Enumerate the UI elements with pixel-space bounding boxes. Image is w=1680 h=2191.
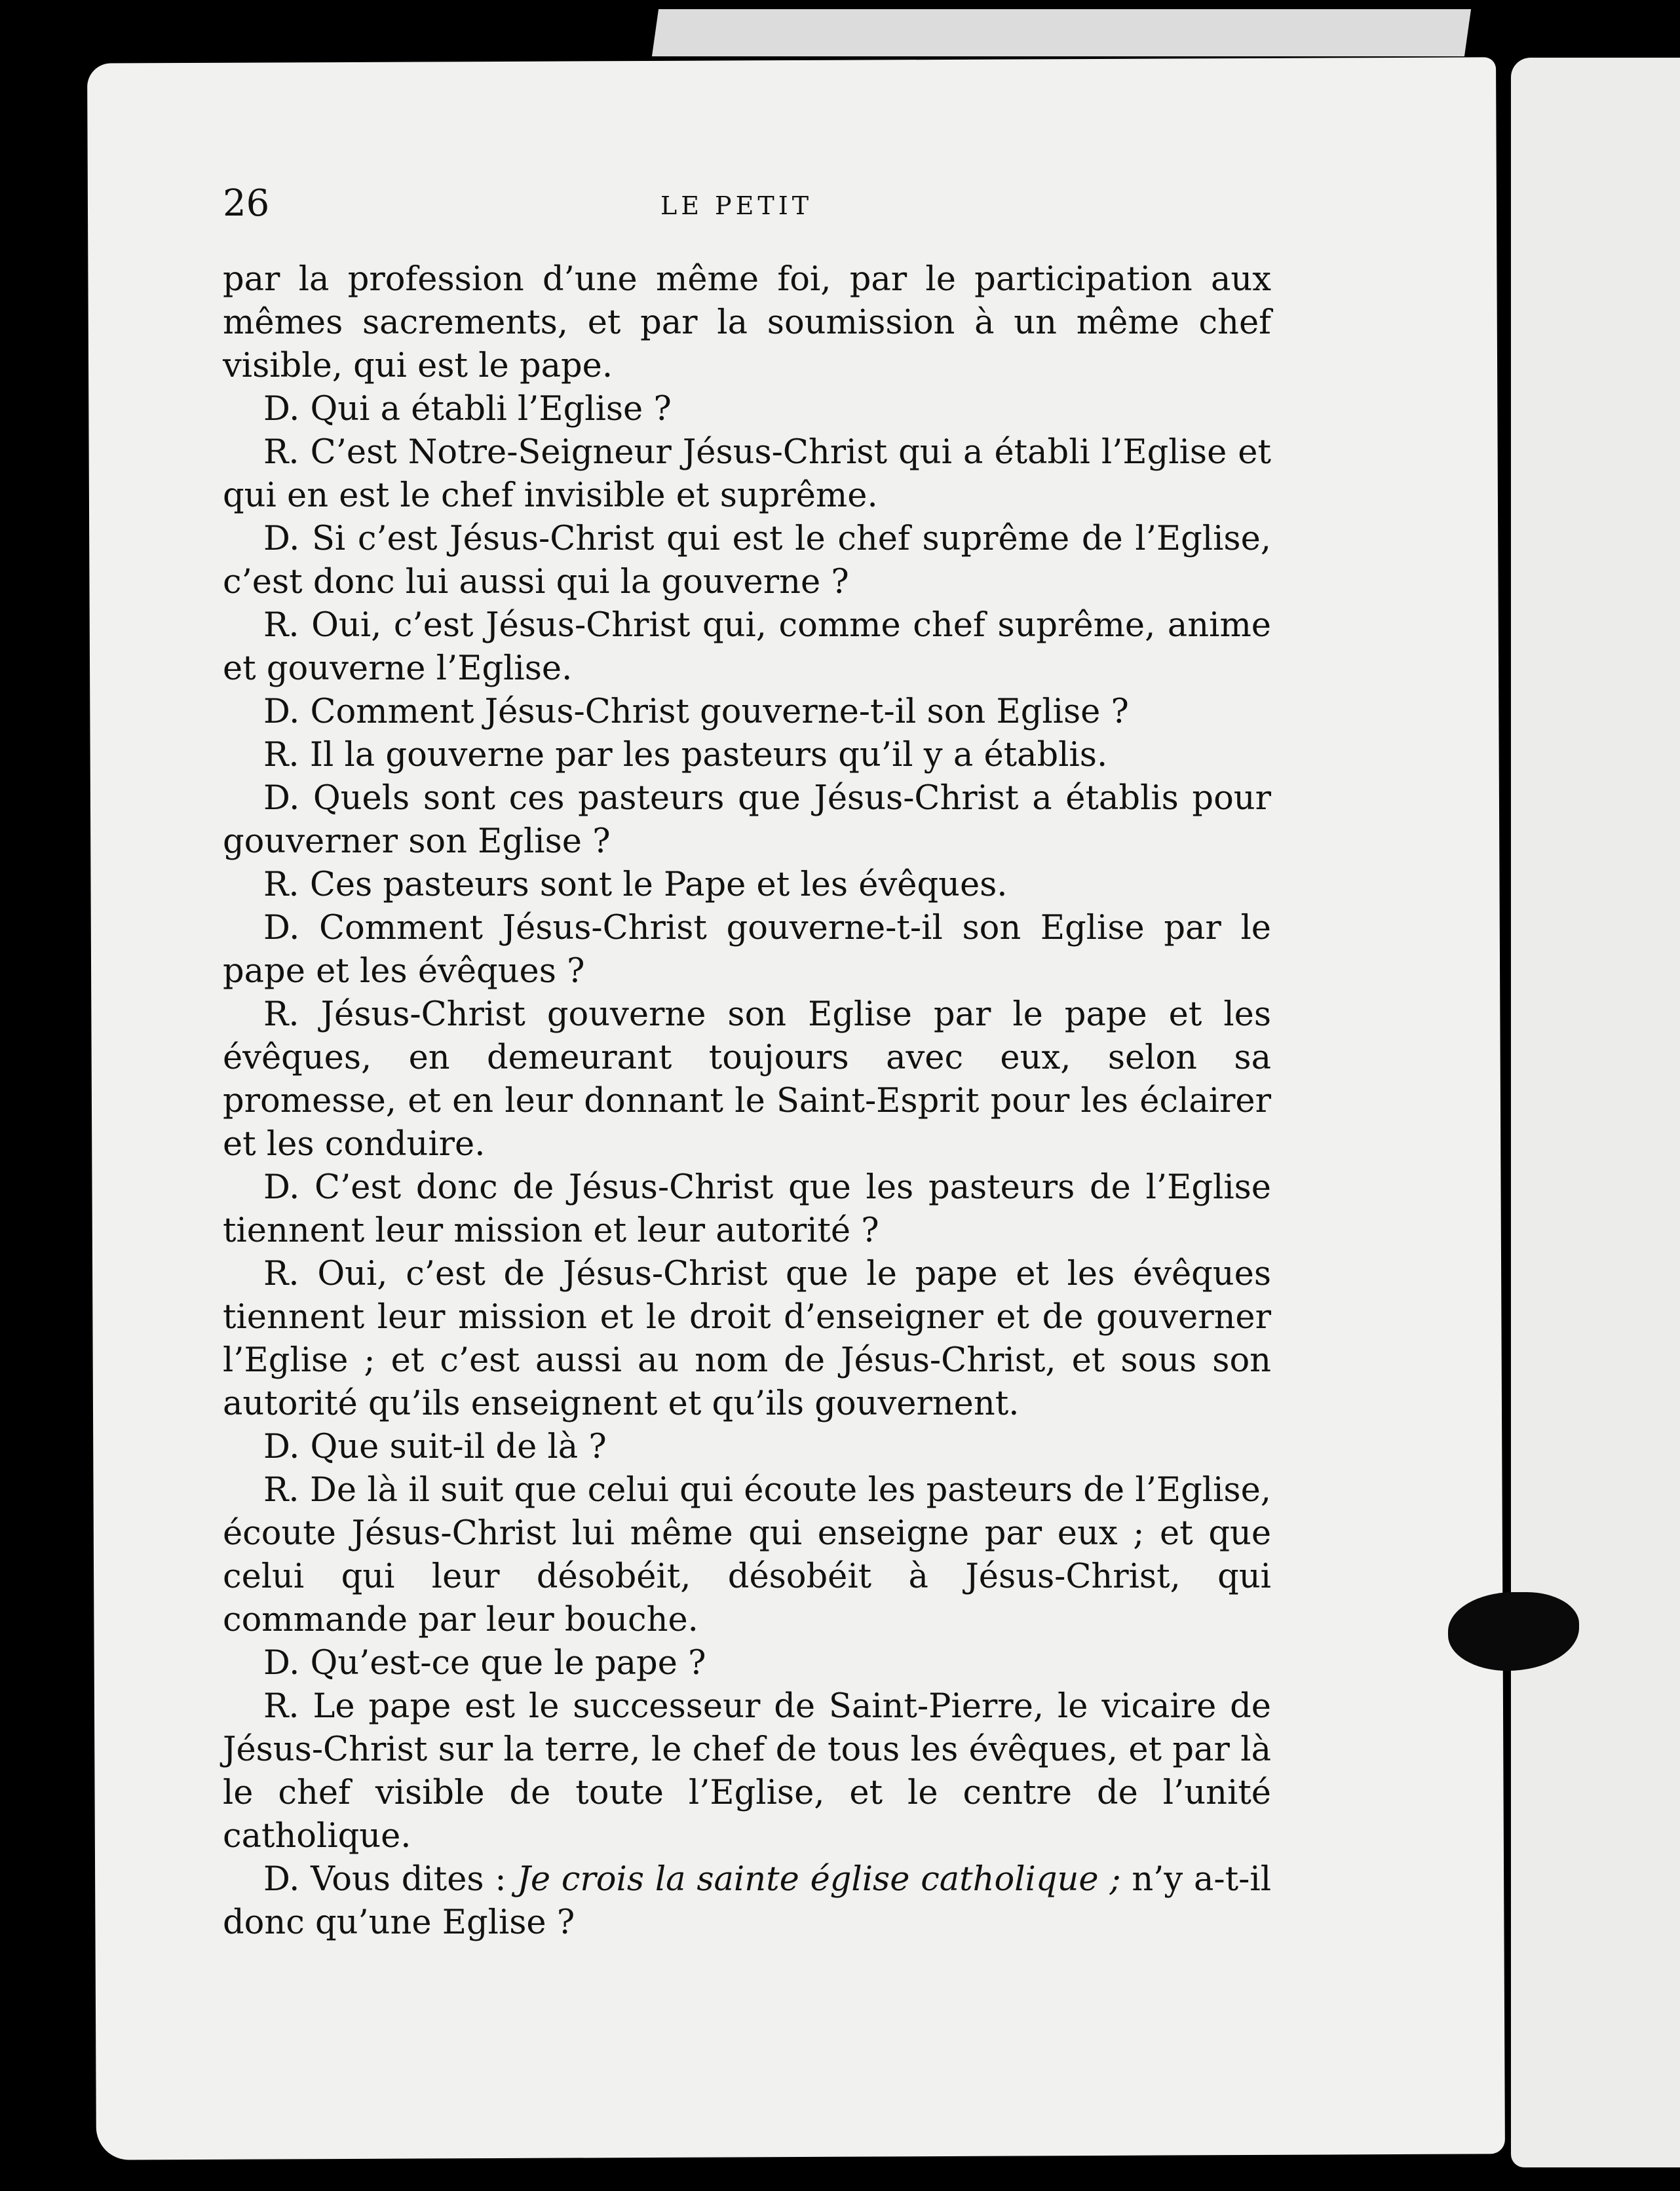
paragraph: D. Qui a établi l’Eglise ? xyxy=(263,390,672,429)
paragraph: R. Jésus-Christ gouverne son Eglise par le pape et les évêques, en demeurant toujours avec eux, selon sa promesse, et en leur donnant le Saint-Esprit pour les éclairer et les conduire. xyxy=(223,995,1271,1164)
paragraph: D. Quels sont ces pasteurs que Jésus-Christ a établis pour gouverner son Eglise ? xyxy=(223,779,1271,861)
paragraph: D. Qu’est-ce que le pape ? xyxy=(263,1644,706,1683)
paragraph: D. Que suit-il de là ? xyxy=(263,1428,607,1466)
paragraph: D. Comment Jésus-Christ gouverne-t-il son Eglise ? xyxy=(263,693,1129,731)
facing-page-edge xyxy=(1511,58,1680,2167)
page-header xyxy=(223,182,1271,235)
paragraph: R. Oui, c’est Jésus-Christ qui, comme chef suprême, anime et gouverne l’Eglise. xyxy=(223,606,1271,688)
paragraph: R. Le pape est le successeur de Saint-Pierre, le vicaire de Jésus-Christ sur la terre, le chef de tous les évêques, et par là le chef visible de toute l’Eglise, et le centre de l’unité catholique. xyxy=(223,1687,1271,1856)
paragraph: R. Ces pasteurs sont le Pape et les évêques. xyxy=(263,866,1008,904)
body-text xyxy=(223,258,1271,1945)
paragraph-last xyxy=(223,1858,1271,1945)
paragraph: par la profession d’une même foi, par le participation aux mêmes sacrements, et par la soumission à un même chef visible, qui est le pape. xyxy=(223,260,1271,385)
page-number: 26 xyxy=(223,182,270,225)
paragraph: D. Si c’est Jésus-Christ qui est le chef suprême de l’Eglise, c’est donc lui aussi qui la gouverne ? xyxy=(223,520,1271,601)
paragraph: R. Oui, c’est de Jésus-Christ que le pape et les évêques tiennent leur mission et le droit d’enseigner et de gouverner l’Eglise ; et c’est aussi au nom de Jésus-Christ, et sous son autorité qu’ils enseignent et qu’ils gouvernent. xyxy=(223,1255,1271,1423)
paragraph: R. De là il suit que celui qui écoute les pasteurs de l’Eglise, écoute Jésus-Christ lui même qui enseigne par eux ; et que celui qui leur désobéit, désobéit à Jésus-Christ, qui commande par leur bouche. xyxy=(223,1471,1271,1639)
last-paragraph-before: D. Vous dites : xyxy=(263,1860,518,1899)
running-head: LE PETIT xyxy=(660,191,813,220)
last-paragraph-after: n’y a-t-il donc qu’une Eglise ? xyxy=(223,1860,1272,1942)
paragraph: R. C’est Notre-Seigneur Jésus-Christ qui a établi l’Eglise et qui en est le chef invisible et suprême. xyxy=(223,433,1271,515)
paragraph: R. Il la gouverne par les pasteurs qu’il y a établis. xyxy=(263,736,1108,774)
page-edge-strip xyxy=(652,9,1471,56)
last-paragraph-italic: Je crois la sainte église catholique ; xyxy=(517,1860,1121,1899)
paragraph: D. C’est donc de Jésus-Christ que les pasteurs de l’Eglise tiennent leur mission et leur autorité ? xyxy=(223,1168,1271,1250)
paragraph: D. Comment Jésus-Christ gouverne-t-il son Eglise par le pape et les évêques ? xyxy=(223,909,1271,991)
